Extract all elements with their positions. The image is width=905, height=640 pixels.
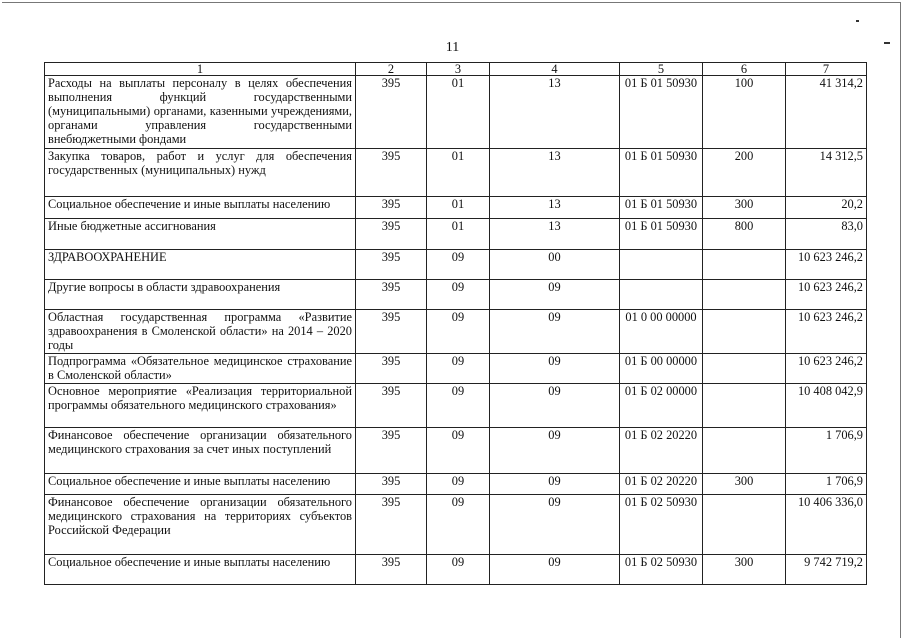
- row-code-section: 01: [427, 149, 490, 197]
- row-code-admin: 395: [356, 310, 427, 354]
- row-description: Основное мероприятие «Реализация территориальной программы обязательного медицинского страхования»: [45, 384, 356, 428]
- row-code-section: 01: [427, 219, 490, 250]
- row-code-admin: 395: [356, 280, 427, 310]
- row-description: Финансовое обеспечение организации обязательного медицинского страхования за счет иных поступлений: [45, 428, 356, 474]
- row-code-target: 01 Б 02 00000: [620, 384, 703, 428]
- scan-speck: [856, 20, 859, 22]
- row-code-target: 01 Б 02 20220: [620, 474, 703, 495]
- table-row: [45, 250, 867, 280]
- row-code-expense-type: 100: [703, 76, 786, 149]
- row-code-target: 01 Б 01 50930: [620, 219, 703, 250]
- row-code-subsection: 09: [490, 280, 620, 310]
- column-header: 7: [786, 63, 867, 76]
- row-code-subsection: 00: [490, 250, 620, 280]
- row-code-section: 09: [427, 384, 490, 428]
- row-code-subsection: 13: [490, 76, 620, 149]
- row-amount: 10 408 042,9: [786, 384, 867, 428]
- row-amount: 41 314,2: [786, 76, 867, 149]
- row-description: Другие вопросы в области здравоохранения: [45, 280, 356, 310]
- row-amount: 20,2: [786, 197, 867, 219]
- column-header: 6: [703, 63, 786, 76]
- row-description: Областная государственная программа «Развитие здравоохранения в Смоленской области» на 2014 – 2020 годы: [45, 310, 356, 354]
- row-code-section: 09: [427, 474, 490, 495]
- row-amount: 10 623 246,2: [786, 310, 867, 354]
- table-row: [45, 474, 867, 495]
- row-code-subsection: 13: [490, 149, 620, 197]
- row-code-admin: 395: [356, 495, 427, 555]
- row-code-target: [620, 280, 703, 310]
- table-row: [45, 555, 867, 585]
- column-header: 1: [45, 63, 356, 76]
- row-description: Расходы на выплаты персоналу в целях обеспечения выполнения функций государственными (муниципальными) органами, казенными учреждениями, органами управления государственными внебюджетными фондами: [45, 76, 356, 149]
- row-description: Подпрограмма «Обязательное медицинское страхование в Смоленской области»: [45, 354, 356, 384]
- row-code-subsection: 13: [490, 219, 620, 250]
- row-amount: 10 623 246,2: [786, 280, 867, 310]
- row-code-target: 01 Б 01 50930: [620, 197, 703, 219]
- column-header: 5: [620, 63, 703, 76]
- row-description: Закупка товаров, работ и услуг для обеспечения государственных (муниципальных) нужд: [45, 149, 356, 197]
- row-code-target: 01 Б 01 50930: [620, 76, 703, 149]
- row-code-section: 09: [427, 250, 490, 280]
- budget-table: [44, 62, 867, 585]
- row-code-expense-type: [703, 250, 786, 280]
- table-header-row: [45, 63, 867, 76]
- row-amount: 1 706,9: [786, 428, 867, 474]
- row-code-admin: 395: [356, 555, 427, 585]
- row-code-expense-type: 200: [703, 149, 786, 197]
- table-row: [45, 76, 867, 149]
- row-code-subsection: 09: [490, 474, 620, 495]
- row-description: Финансовое обеспечение организации обязательного медицинского страхования на территориях субъектов Российской Федерации: [45, 495, 356, 555]
- row-code-expense-type: [703, 310, 786, 354]
- row-code-target: [620, 250, 703, 280]
- row-code-admin: 395: [356, 384, 427, 428]
- row-code-section: 01: [427, 76, 490, 149]
- table-row: [45, 384, 867, 428]
- table-row: [45, 149, 867, 197]
- row-code-expense-type: [703, 495, 786, 555]
- row-code-admin: 395: [356, 250, 427, 280]
- row-description: ЗДРАВООХРАНЕНИЕ: [45, 250, 356, 280]
- row-code-subsection: 09: [490, 384, 620, 428]
- scan-edge-right: [900, 2, 901, 638]
- row-code-subsection: 09: [490, 310, 620, 354]
- row-amount: 83,0: [786, 219, 867, 250]
- row-code-target: 01 Б 00 00000: [620, 354, 703, 384]
- row-code-admin: 395: [356, 474, 427, 495]
- row-code-section: 01: [427, 197, 490, 219]
- row-code-section: 09: [427, 428, 490, 474]
- row-code-admin: 395: [356, 428, 427, 474]
- row-amount: 10 623 246,2: [786, 354, 867, 384]
- row-code-subsection: 09: [490, 354, 620, 384]
- row-code-subsection: 09: [490, 428, 620, 474]
- row-code-subsection: 09: [490, 555, 620, 585]
- table-row: [45, 495, 867, 555]
- row-code-target: 01 0 00 00000: [620, 310, 703, 354]
- row-code-expense-type: [703, 384, 786, 428]
- table-row: [45, 428, 867, 474]
- row-code-admin: 395: [356, 149, 427, 197]
- scan-edge-top: [2, 2, 900, 3]
- row-code-subsection: 09: [490, 495, 620, 555]
- row-code-target: 01 Б 02 20220: [620, 428, 703, 474]
- row-code-expense-type: [703, 280, 786, 310]
- row-description: Социальное обеспечение и иные выплаты населению: [45, 197, 356, 219]
- row-amount: 1 706,9: [786, 474, 867, 495]
- table-row: [45, 354, 867, 384]
- row-description: Социальное обеспечение и иные выплаты населению: [45, 555, 356, 585]
- row-code-admin: 395: [356, 219, 427, 250]
- column-header: 3: [427, 63, 490, 76]
- row-code-section: 09: [427, 555, 490, 585]
- row-code-admin: 395: [356, 76, 427, 149]
- row-code-target: 01 Б 02 50930: [620, 495, 703, 555]
- row-amount: 14 312,5: [786, 149, 867, 197]
- row-code-section: 09: [427, 354, 490, 384]
- row-amount: 10 623 246,2: [786, 250, 867, 280]
- row-code-target: 01 Б 02 50930: [620, 555, 703, 585]
- row-code-expense-type: 300: [703, 197, 786, 219]
- row-code-expense-type: 300: [703, 474, 786, 495]
- row-code-section: 09: [427, 280, 490, 310]
- row-code-expense-type: [703, 428, 786, 474]
- table-row: [45, 280, 867, 310]
- row-amount: 9 742 719,2: [786, 555, 867, 585]
- column-header: 2: [356, 63, 427, 76]
- row-amount: 10 406 336,0: [786, 495, 867, 555]
- table-row: [45, 310, 867, 354]
- page-number: 11: [445, 40, 460, 55]
- row-code-section: 09: [427, 310, 490, 354]
- row-description: Социальное обеспечение и иные выплаты населению: [45, 474, 356, 495]
- row-code-target: 01 Б 01 50930: [620, 149, 703, 197]
- row-code-subsection: 13: [490, 197, 620, 219]
- column-header: 4: [490, 63, 620, 76]
- table-row: [45, 197, 867, 219]
- row-description: Иные бюджетные ассигнования: [45, 219, 356, 250]
- row-code-admin: 395: [356, 354, 427, 384]
- row-code-admin: 395: [356, 197, 427, 219]
- row-code-expense-type: [703, 354, 786, 384]
- row-code-section: 09: [427, 495, 490, 555]
- table-row: [45, 219, 867, 250]
- row-code-expense-type: 300: [703, 555, 786, 585]
- row-code-expense-type: 800: [703, 219, 786, 250]
